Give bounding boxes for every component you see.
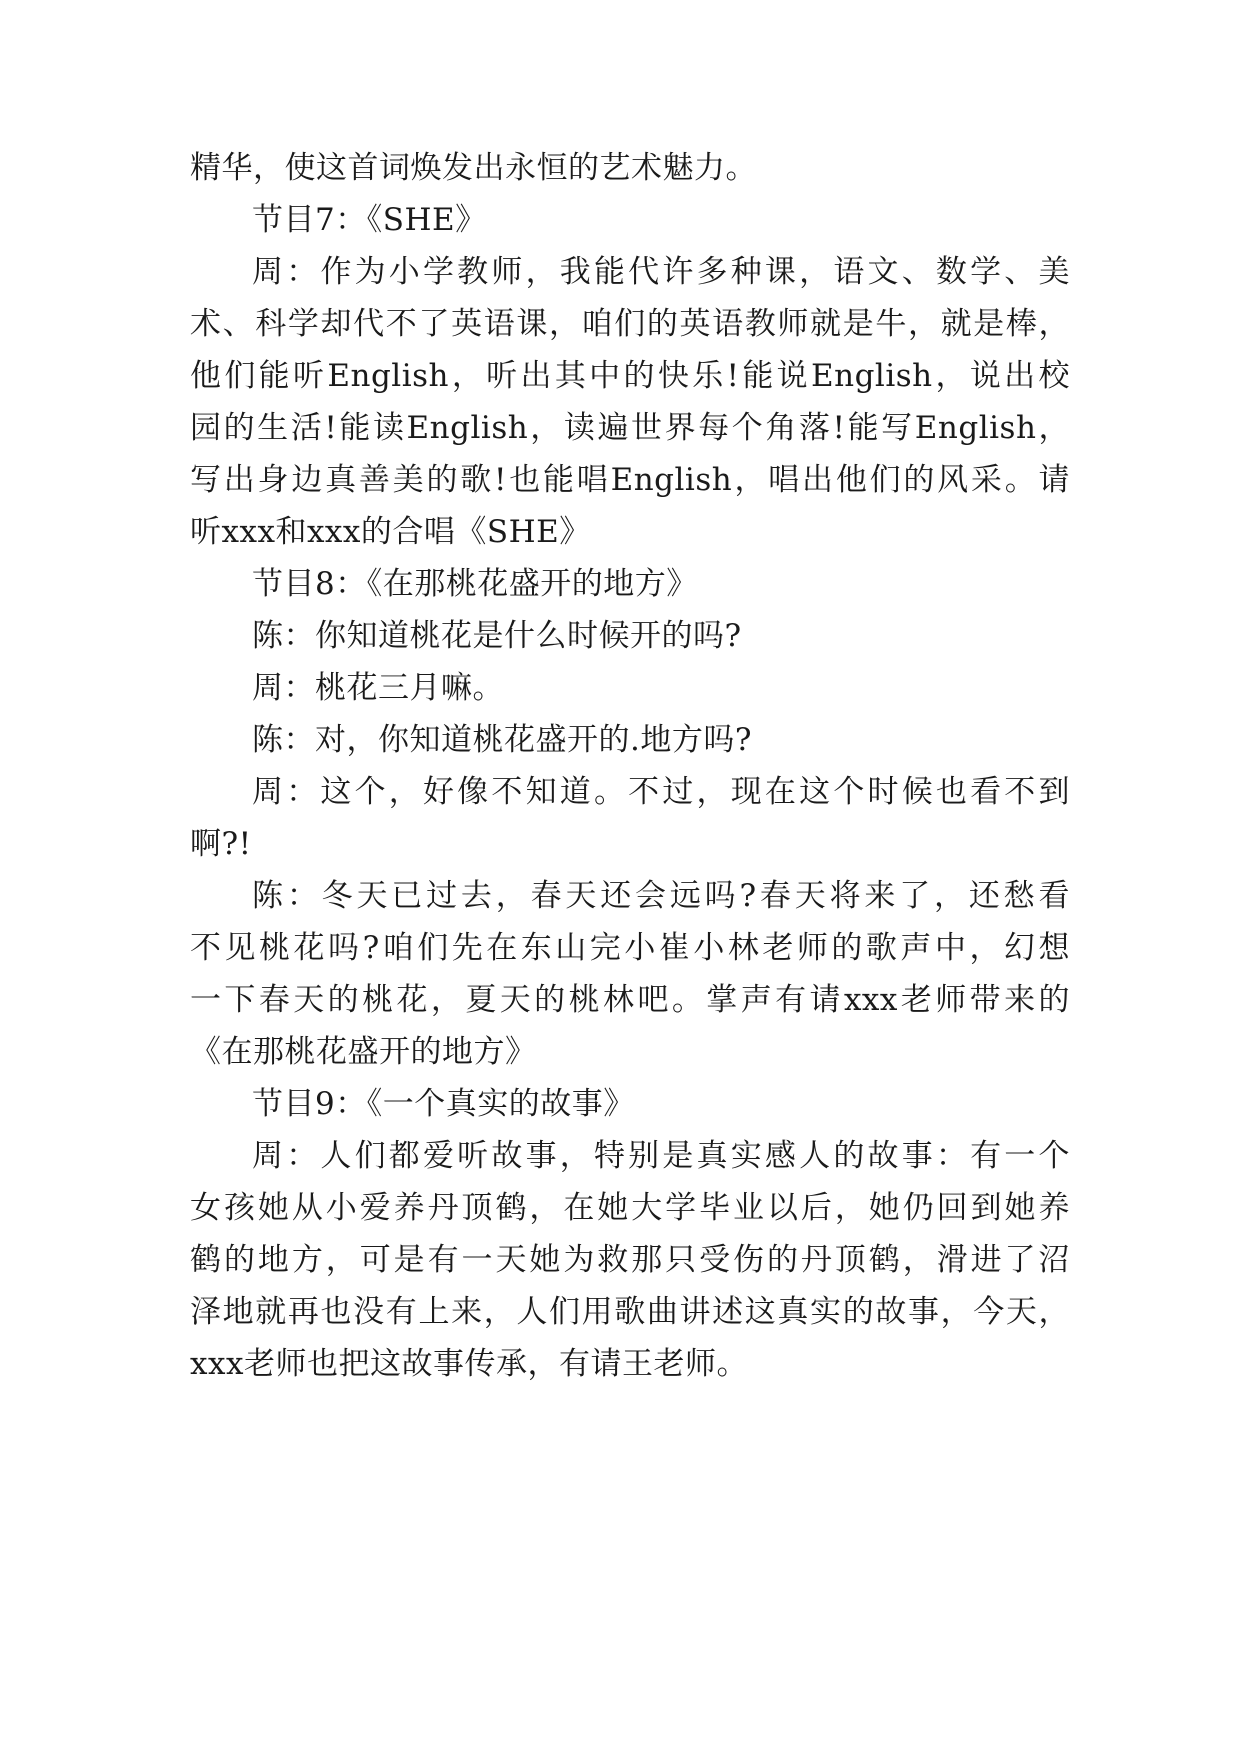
text-line: 啊?! bbox=[190, 826, 252, 862]
dialogue-line: 周：这个，好像不知道。不过，现在这个时候也看不到 bbox=[252, 774, 1070, 810]
text-line: 术、科学却代不了英语课，咱们的英语教师就是牛，就是棒， bbox=[190, 306, 1070, 342]
text-line: xxx老师也把这故事传承，有请王老师。 bbox=[190, 1346, 748, 1382]
text-line: 不见桃花吗?咱们先在东山完小崔小林老师的歌声中，幻想 bbox=[190, 930, 1070, 966]
dialogue-line: 陈：冬天已过去，春天还会远吗?春天将来了，还愁看 bbox=[252, 878, 1070, 914]
dialogue-line: 陈：对，你知道桃花盛开的.地方吗? bbox=[252, 722, 752, 758]
dialogue-line: 周：桃花三月嘛。 bbox=[252, 670, 504, 706]
text-line: 泽地就再也没有上来，人们用歌曲讲述这真实的故事，今天， bbox=[190, 1294, 1070, 1330]
text-line: 《在那桃花盛开的地方》 bbox=[190, 1034, 537, 1070]
text-line: 园的生活!能读English，读遍世界每个角落!能写English， bbox=[190, 410, 1070, 446]
text-line: 精华，使这首词焕发出永恒的艺术魅力。 bbox=[190, 150, 757, 186]
dialogue-line: 周：人们都爱听故事，特别是真实感人的故事：有一个 bbox=[252, 1138, 1070, 1174]
text-line: 一下春天的桃花，夏天的桃林吧。掌声有请xxx老师带来的 bbox=[190, 982, 1070, 1018]
text-line: 周：作为小学教师，我能代许多种课，语文、数学、美 bbox=[252, 254, 1070, 290]
text-line: 写出身边真善美的歌!也能唱English，唱出他们的风采。请 bbox=[190, 462, 1070, 498]
program-heading: 节目7：《SHE》 bbox=[252, 202, 487, 238]
text-line: 鹤的地方，可是有一天她为救那只受伤的丹顶鹤，滑进了沼 bbox=[190, 1242, 1070, 1278]
text-line: 他们能听English，听出其中的快乐!能说English，说出校 bbox=[190, 358, 1070, 394]
program-heading: 节目8：《在那桃花盛开的地方》 bbox=[252, 566, 698, 602]
program-heading: 节目9：《一个真实的故事》 bbox=[252, 1086, 635, 1122]
text-line: 女孩她从小爱养丹顶鹤，在她大学毕业以后，她仍回到她养 bbox=[190, 1190, 1070, 1226]
dialogue-line: 陈：你知道桃花是什么时候开的吗? bbox=[252, 618, 742, 654]
text-line: 听xxx和xxx的合唱《SHE》 bbox=[190, 514, 591, 550]
